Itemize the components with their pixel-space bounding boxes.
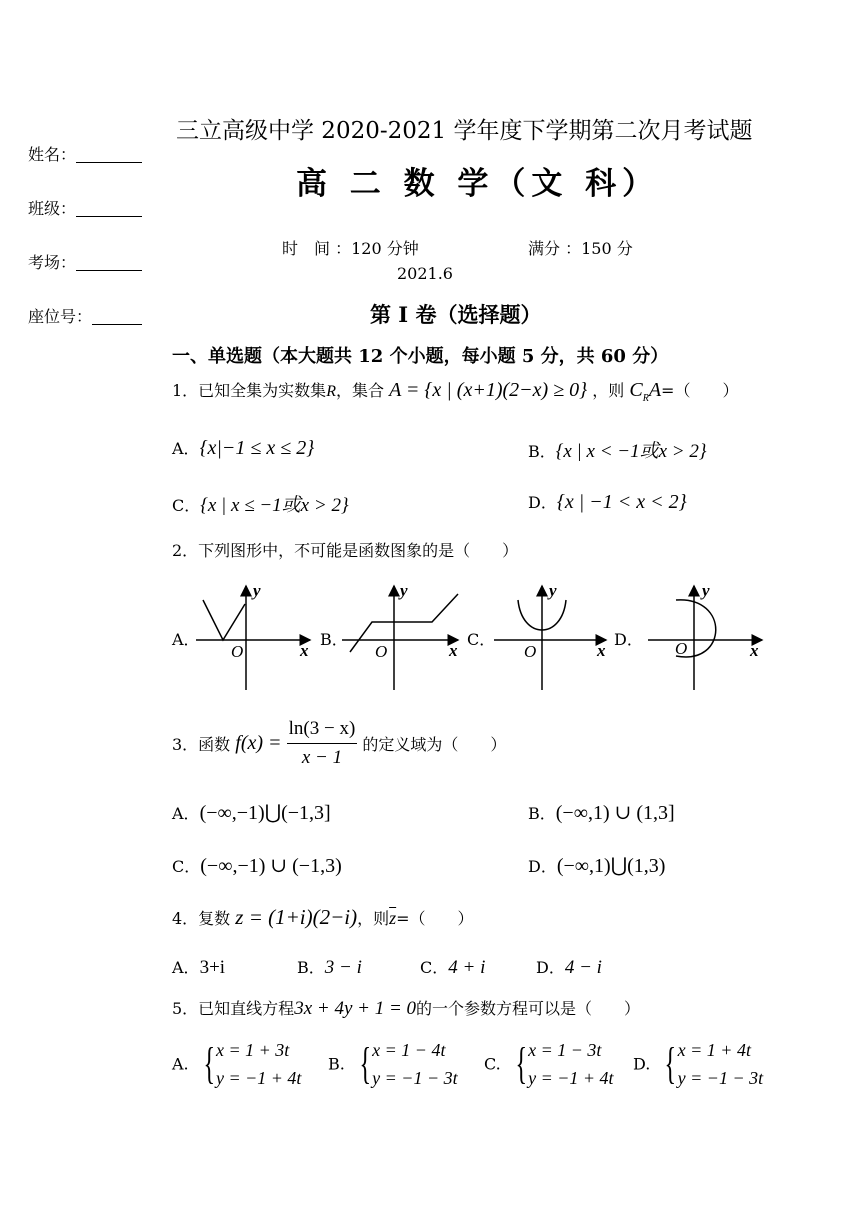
q5-option-a[interactable] — [172, 1036, 301, 1092]
q4-a-text: 3+i — [199, 957, 226, 978]
q5-a-system — [216, 1036, 301, 1092]
class-label: 班级： — [28, 199, 77, 218]
question-5 — [172, 996, 640, 1020]
q1-suffix: =（ ） — [661, 381, 739, 400]
q1-set: A = {x | (x+1)(2−x) ≥ 0} — [389, 379, 588, 401]
q2-d-letter: D． — [614, 630, 643, 649]
q1-prefix: 1．已知全集为实数集 — [172, 381, 327, 400]
q3-d-text: (−∞,1)⋃(1,3) — [556, 855, 666, 877]
graph-a-origin: O — [231, 642, 244, 661]
time-label: 时 间 ：120 分钟 — [282, 239, 419, 258]
q5-c-line2: y = −1 + 4t — [528, 1068, 614, 1088]
q5-a-letter: A. — [172, 1054, 189, 1074]
q3-a-text: (−∞,−1)⋃(−1,3] — [199, 802, 331, 824]
q5-c-brace: { — [515, 1039, 527, 1088]
q5-b-brace: { — [359, 1039, 372, 1088]
q1-mid: ，集合 — [335, 381, 384, 400]
q5-d-line1: x = 1 + 4t — [677, 1040, 751, 1060]
q5-option-c[interactable] — [484, 1036, 614, 1092]
graph-c-x: x — [597, 641, 606, 660]
q2-c-letter: C． — [467, 630, 496, 649]
q3-c-text: (−∞,−1) ∪ (−1,3) — [200, 855, 342, 877]
question-4 — [172, 905, 474, 930]
q3-c-letter: C． — [172, 857, 201, 876]
question-2: 2．下列图形中，不可能是函数图象的是（ ） — [172, 541, 519, 560]
q5-b-line2: y = −1 − 3t — [372, 1068, 458, 1088]
name-label: 姓名： — [28, 145, 77, 164]
q1-R: R — [326, 383, 336, 400]
q3-prefix: 3．函数 — [172, 735, 231, 754]
graph-b-origin: O — [375, 642, 388, 661]
q3-denominator: x − 1 — [301, 747, 343, 768]
q3-b-text: (−∞,1) ∪ (1,3] — [555, 802, 675, 824]
q4-c-letter: C． — [420, 958, 449, 977]
graph-d-origin: O — [675, 639, 688, 658]
q4-b-text: 3 − i — [324, 957, 362, 978]
q1-d-letter: D． — [528, 493, 557, 512]
graph-c-y: y — [549, 581, 557, 600]
q5-d-letter: D. — [633, 1054, 651, 1074]
q3-fraction — [287, 718, 358, 769]
q3-option-d[interactable] — [528, 853, 665, 878]
graph-d-y: y — [702, 581, 710, 600]
q4-d-letter: D． — [536, 958, 565, 977]
q4-then: ，则 — [357, 909, 390, 928]
q5-eq: 3x + 4y + 1 = 0 — [294, 998, 417, 1019]
q1-a-letter: A． — [172, 439, 200, 458]
graph-c-origin: O — [524, 642, 537, 661]
q3-fx: f(x) = — [235, 732, 282, 754]
q1-a-text: {x|−1 ≤ x ≤ 2} — [199, 437, 315, 459]
q5-prefix: 5．已知直线方程 — [172, 999, 295, 1018]
q5-d-brace: { — [664, 1039, 677, 1088]
score-label: 满分 ：150 分 — [528, 239, 633, 258]
q5-b-system — [372, 1036, 457, 1092]
q4-b-letter: B． — [297, 958, 325, 977]
q4-expr: z = (1+i)(2−i) — [235, 905, 358, 929]
graph-b-y: y — [400, 581, 408, 600]
q5-d-system — [678, 1036, 763, 1092]
q5-a-line1: x = 1 + 3t — [215, 1040, 290, 1060]
q3-option-b[interactable] — [528, 800, 675, 825]
question-3 — [172, 718, 506, 769]
q4-d-text: 4 − i — [564, 957, 602, 978]
q4-option-a[interactable] — [172, 955, 225, 979]
q2-b-letter: B． — [320, 630, 348, 649]
graph-c — [494, 586, 606, 690]
section-title: 一、单选题（本大题共 12 个小题，每小题 5 分，共 60 分） — [172, 346, 669, 367]
school-title: 三立高级中学 2020-2021 学年度下学期第二次月考试题 — [176, 118, 753, 144]
graph-a-y: y — [253, 581, 261, 600]
graph-b-x: x — [449, 641, 458, 660]
q5-a-brace: { — [203, 1039, 215, 1088]
q4-conj: $\overline{z}$ — [389, 908, 397, 928]
subject-title: 高 二 数 学（文 科） — [296, 166, 660, 202]
exam-date: 2021.6 — [397, 264, 453, 283]
q5-c-letter: C. — [484, 1054, 501, 1074]
q1-complement: $C_RA$ — [629, 379, 662, 404]
volume-title: 第 I 卷（选择题） — [370, 302, 542, 327]
q5-option-b[interactable] — [328, 1036, 458, 1092]
q4-suffix: =（ ） — [396, 909, 474, 928]
q4-prefix: 4．复数 — [172, 909, 231, 928]
q1-b-letter: B． — [528, 442, 556, 461]
q3-a-letter: A． — [172, 804, 200, 823]
q5-a-line2: y = −1 + 4t — [215, 1068, 302, 1088]
q5-b-letter: B. — [328, 1054, 345, 1074]
q2-a-letter: A． — [172, 630, 200, 649]
q5-option-d[interactable] — [633, 1036, 763, 1092]
q4-option-c[interactable] — [420, 955, 485, 979]
q5-d-line2: y = −1 − 3t — [677, 1068, 764, 1088]
q4-option-b[interactable] — [297, 955, 362, 979]
q5-c-system — [528, 1036, 613, 1092]
q1-then: ，则 — [592, 381, 625, 400]
seat-label: 座位号： — [28, 307, 93, 326]
room-label: 考场： — [28, 253, 77, 272]
q1-c-text: {x | x ≤ −1或x > 2} — [200, 495, 349, 516]
q5-suffix: 的一个参数方程可以是（ ） — [416, 999, 641, 1018]
q3-option-a[interactable] — [172, 800, 331, 825]
q4-option-d[interactable] — [536, 955, 602, 979]
q3-b-letter: B． — [528, 804, 556, 823]
q4-c-text: 4 + i — [448, 957, 486, 978]
q3-option-c[interactable] — [172, 853, 342, 878]
q3-suffix: 的定义域为（ ） — [362, 735, 507, 754]
graph-d-x: x — [750, 641, 759, 660]
q1-b-text: {x | x < −1或x > 2} — [555, 441, 707, 462]
graph-b — [342, 586, 458, 690]
graph-a-x: x — [300, 641, 309, 660]
q3-d-letter: D． — [528, 857, 557, 876]
q1-c-letter: C． — [172, 496, 201, 515]
q3-numerator: ln(3 − x) — [287, 718, 358, 744]
q5-c-line1: x = 1 − 3t — [528, 1040, 602, 1060]
q5-b-line1: x = 1 − 4t — [372, 1040, 446, 1060]
q4-a-letter: A． — [172, 958, 200, 977]
graph-a — [196, 586, 310, 690]
q1-d-text: {x | −1 < x < 2} — [556, 491, 687, 513]
graph-d — [648, 586, 762, 690]
